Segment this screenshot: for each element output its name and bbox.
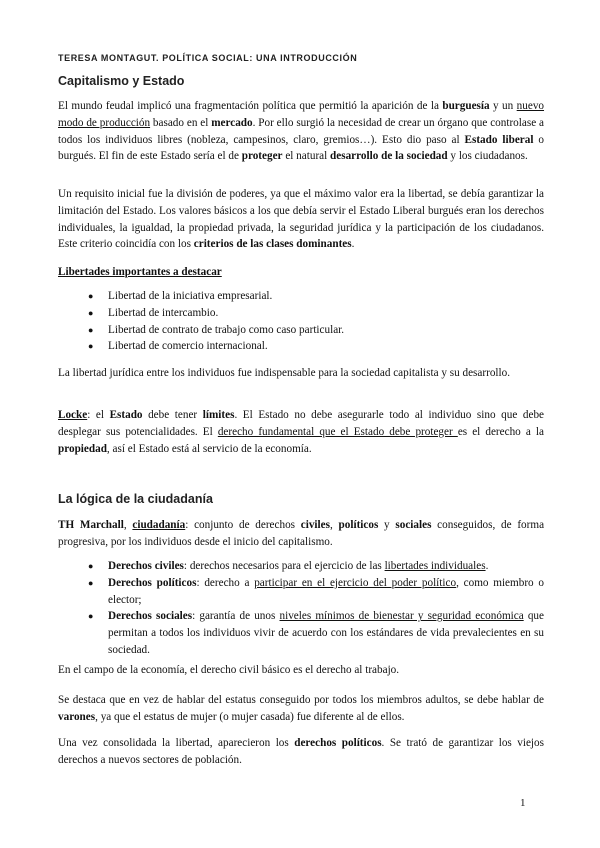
paragraph-campo-economia: En el campo de la economía, el derecho civil básico es el derecho al trabajo. <box>58 664 400 676</box>
paragraph-derechos-politicos: Una vez consolidada la libertad, aparecieron los derechos políticos. Se trató de garantizar los viejos derechos a nuevos sectores de población. <box>58 737 544 766</box>
paragraph-division-poderes: Un requisito inicial fue la división de poderes, ya que el máximo valor era la libertad, se debía garantizar la limitación del Estado. Los valores básicos a los que debía servir el Estado Liberal burgués eran los derechos individuales, la igualdad, la propiedad privada, la seguridad jurídica y la participación de los ciudadanos. Este criterio coincidía con los criterios de las clases dominantes. <box>58 188 544 251</box>
paragraph-varones: Se destaca que en vez de hablar del estatus conseguido por todos los miembros adultos, se debe hablar de varones, ya que el estatus de mujer (o mujer casada) fue diferente al de ellos. <box>58 694 544 723</box>
list-item: ● Libertad de intercambio. <box>88 306 219 319</box>
running-header: TERESA MONTAGUT. POLÍTICA SOCIAL: UNA INTRODUCCIÓN <box>58 53 358 63</box>
section-title-ciudadania: La lógica de la ciudadanía <box>58 492 213 506</box>
libertades-list <box>88 288 544 355</box>
list-item: ● Derechos políticos: derecho a participar en el ejercicio del poder político, como miembro o elector; <box>88 576 544 606</box>
libertades-heading: Libertades importantes a destacar <box>58 266 222 278</box>
list-item: ● Libertad de comercio internacional. <box>88 340 268 353</box>
paragraph-mundo-feudal: El mundo feudal implicó una fragmentación política que permitió la aparición de la burguesía y un nuevo modo de producción basado en el mercado. Por ello surgió la necesidad de crear un órgano que controlase a todos los individuos libres (nobleza, campesinos, claro, gremios…). Esto dio paso al Estado liberal o burgués. El fin de este Estado sería el de proteger el natural desarrollo de la sociedad y los ciudadanos. <box>58 100 545 163</box>
list-item: ● Libertad de contrato de trabajo como caso particular. <box>88 323 345 336</box>
list-item: ● Derechos sociales: garantía de unos niveles mínimos de bienestar y seguridad económica que permitan a todos los individuos vivir de acuerdo con los estándares de vida prevalecientes en su sociedad. <box>88 610 544 656</box>
section-title-capitalismo: Capitalismo y Estado <box>58 74 185 88</box>
list-item: ● Libertad de la iniciativa empresarial. <box>88 290 273 302</box>
page-number: 1 <box>520 797 526 809</box>
paragraph-locke: Locke: el Estado debe tener límites. El Estado no debe asegurarle todo al individuo sino que debe desplegar sus potencialidades. El derecho fundamental que el Estado debe proteger es el derecho a la propiedad, así el Estado está al servicio de la economía. <box>58 409 545 455</box>
list-item: ● Derechos civiles: derechos necesarios para el ejercicio de las libertades individuales. <box>88 560 489 572</box>
paragraph-marchall: TH Marchall, ciudadanía: conjunto de derechos civiles, políticos y sociales conseguidos, de forma progresiva, por los individuos desde el inicio del capitalismo. <box>58 519 545 548</box>
paragraph-libertad-juridica: La libertad jurídica entre los individuos fue indispensable para la sociedad capitalista y su desarrollo. <box>58 367 511 379</box>
derechos-list <box>88 558 544 659</box>
